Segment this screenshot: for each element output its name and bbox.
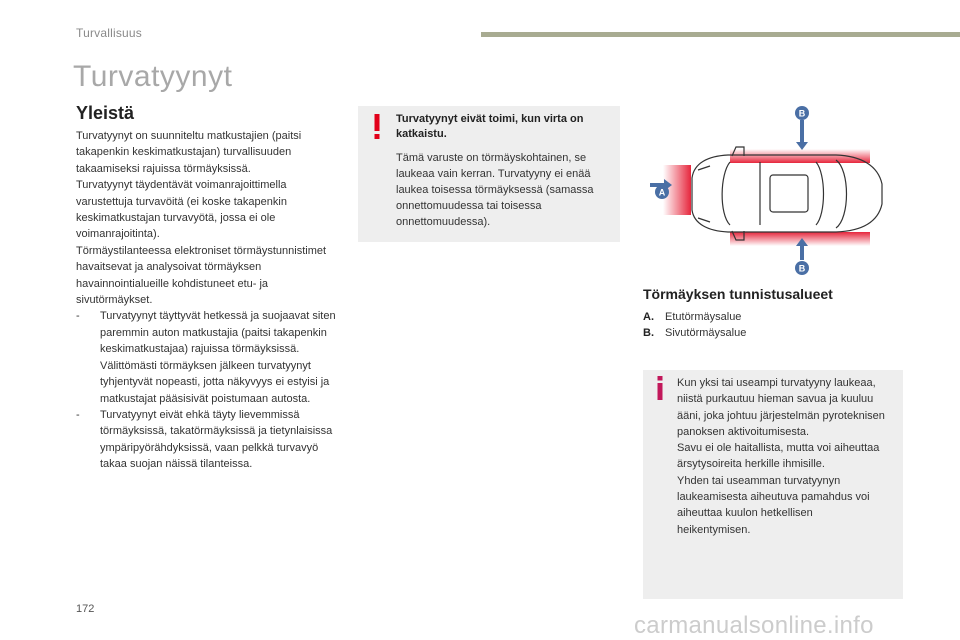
badge-a [655,185,669,199]
warning-box [358,106,620,242]
page-number: 172 [76,603,95,615]
legend-label: Sivutörmäysalue [665,327,747,339]
general-body [76,128,338,473]
info-paragraph: Kun yksi tai useampi turvatyyny laukeaa, niistä purkautuu hieman savua ja kuuluu ääni, joka johtuu järjestelmän pyroteknisen panoksen aktivoitumisesta. [677,377,885,438]
general-paragraph: Törmäystilanteessa elektroniset törmäystunnistimet havaitsevat ja analysoivat törmäyksen havainnointialueille kohdistuneet etu- ja sivutörmäykset. [76,244,327,307]
legend-key: B. [643,327,654,339]
header-bar [481,32,960,37]
car-collision-zones-diagram [640,100,900,280]
badge-b-bottom [795,261,809,275]
info-box [643,370,903,599]
legend-row [643,325,746,341]
page-title: Turvatyynyt [73,60,233,93]
badge-b-top [795,106,809,120]
warning-title: Turvatyynyt eivät toimi, kun virta on katkaistu. [396,113,584,140]
general-heading: Yleistä [76,103,135,123]
badge-b-top-label: B [798,108,806,119]
bullet-dash: - [76,408,80,421]
legend-row [643,309,746,325]
info-icon [655,376,665,400]
info-paragraph: Savu ei ole haitallista, mutta voi aiheuttaa ärsytysoireita herkille ihmisille. [677,442,880,471]
badge-b-bottom-label: B [798,263,806,274]
detection-legend [643,309,746,341]
detection-heading: Törmäyksen tunnistusalueet [643,286,833,302]
info-paragraph: Yhden tai useamman turvatyynyn laukeamisesta aiheutuva pamahdus voi aiheuttaa kuulon hetkellisen heikentymisen. [677,474,870,536]
bullet-dash: - [76,310,80,323]
section-label: Turvallisuus [76,26,142,40]
badge-a-label: A [658,187,666,198]
bullet-text: Turvatyynyt täyttyvät hetkessä ja suojaavat siten paremmin auton matkustajia (paitsi takapenkin keskimatkustajaa) rajuissa törmäyksissä. Välittömästi törmäyksen jälkeen turvatyynyt tyhjentyvät nopeasti, jotta näkyvyys ei estyisi ja matkustajat pääsisivät poistumaan autosta. [100,310,336,405]
bullet-item [76,407,338,473]
watermark: carmanualsonline.info [634,612,874,639]
arrow-top [796,120,808,150]
bullet-text: Turvatyynyt eivät ehkä täyty lievemmissä törmäyksissä, takatörmäyksissä ja tietynlaisissa ympäripyörähdyksissä, vaan pelkkä turvavyö takaa suojan näissä tilanteissa. [100,408,333,471]
info-text [677,375,887,538]
legend-label: Etutörmäysalue [665,311,742,323]
general-paragraph: Turvatyynyt täydentävät voimanrajoittimella varustettuja turvavöitä (ei koske takapenkin keskimatkustajan turvavyötä, jossa ei ole voimanrajoitinta). [76,179,287,241]
exclamation-icon [372,114,382,140]
warning-text: Tämä varuste on törmäyskohtainen, se laukeaa vain kerran. Turvatyyny ei enää laukea toisessa törmäyksessä (samassa onnettomuudessa tai toisessa onnettomuudessa). [396,152,594,228]
bullet-item [76,308,338,406]
legend-key: A. [643,311,654,323]
general-paragraph: Turvatyynyt on suunniteltu matkustajien (paitsi takapenkin keskimatkustajan) turvallisuuden takaamiseksi rajuissa törmäyksissä. [76,130,302,175]
